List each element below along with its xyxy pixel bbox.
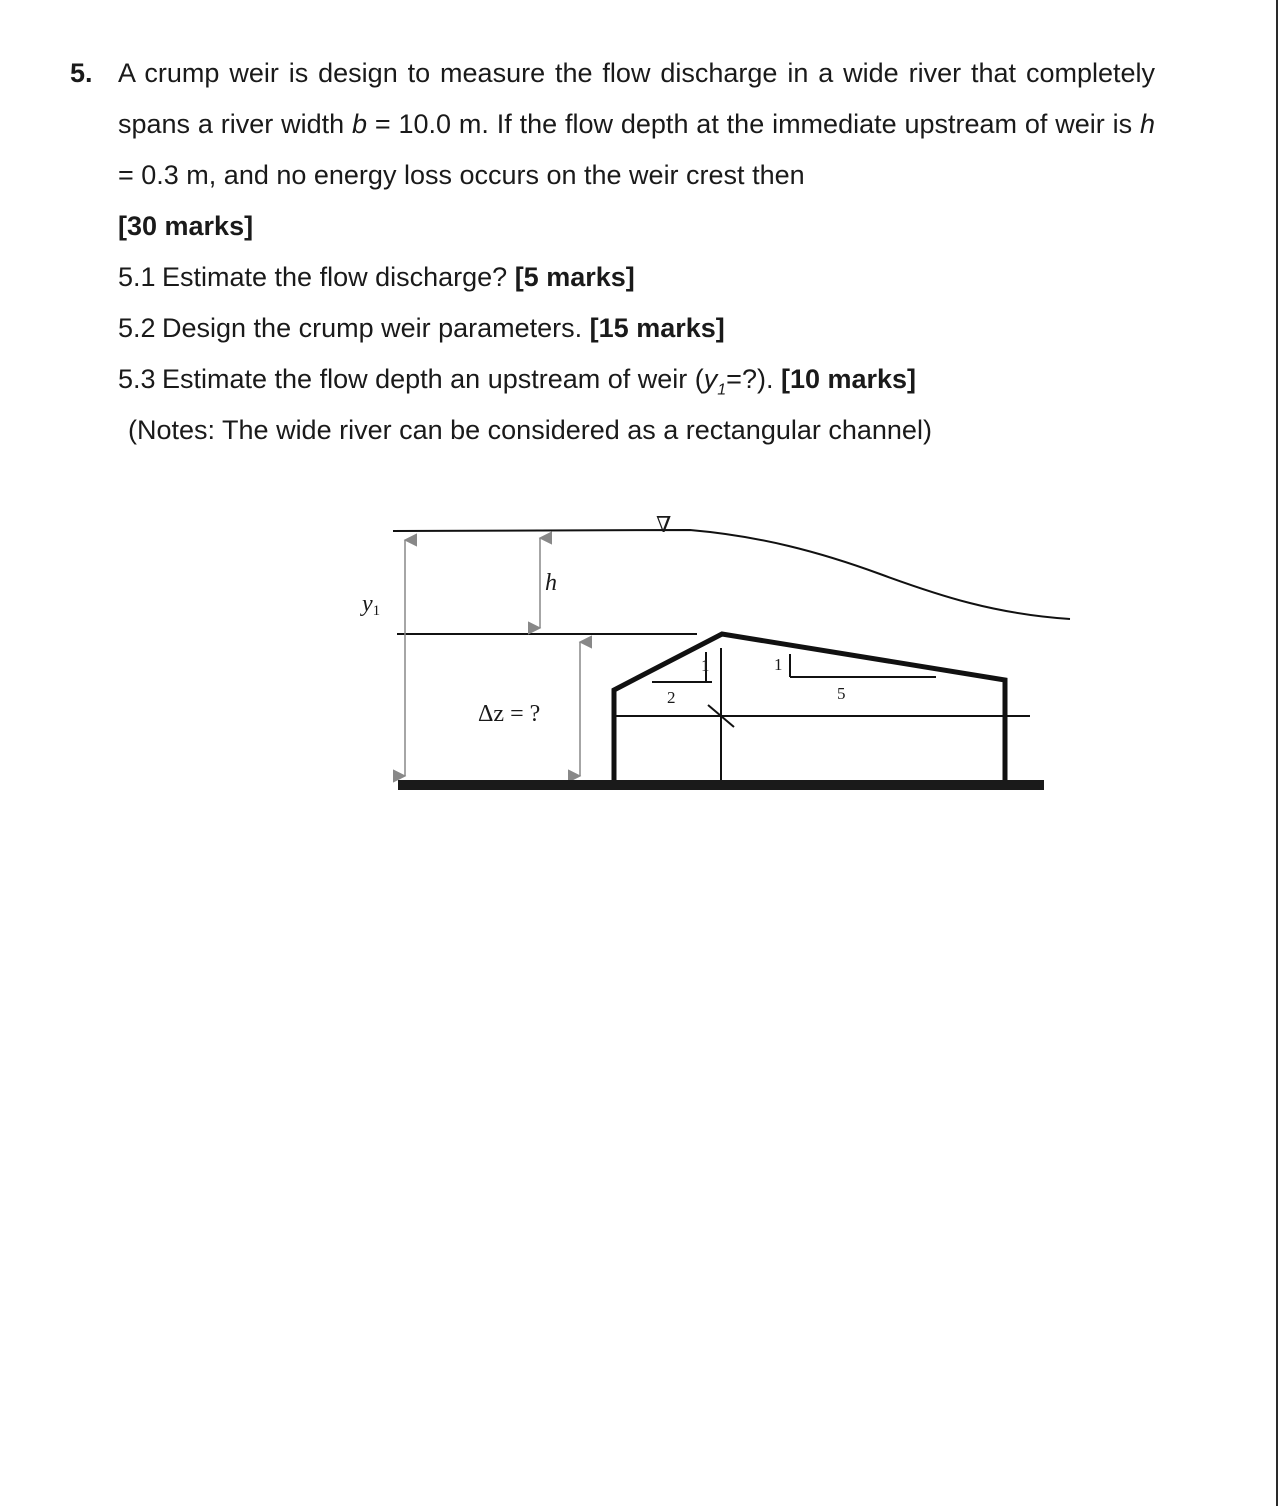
h-label: h	[545, 570, 557, 596]
sub-text: Estimate the flow discharge?	[162, 262, 515, 292]
weir-outline	[614, 634, 1005, 782]
sub-number: 5.1	[118, 262, 156, 292]
notes: (Notes: The wide river can be considered as a rectangular channel)	[128, 415, 932, 445]
sub-marks: [15 marks]	[589, 313, 725, 343]
water-surface	[393, 530, 1070, 619]
total-marks: [30 marks]	[118, 211, 254, 241]
sub-marks: [10 marks]	[780, 364, 917, 394]
y1-label: y1	[362, 591, 381, 619]
downstream-slope-rise: 1	[774, 655, 783, 674]
intro-text-1: A crump weir is design to measure the flow discharge in a wide river that completely spans a river width	[118, 58, 1155, 139]
sub-number: 5.3	[118, 364, 156, 394]
dz-label: Δz = ?	[478, 701, 541, 727]
sub-marks: [5 marks]	[514, 262, 635, 292]
variable-y: y	[703, 364, 718, 394]
sub-text-end: =?).	[726, 364, 781, 394]
upstream-slope-run: 2	[667, 688, 676, 707]
channel-bed	[398, 780, 1044, 790]
sub-text: Estimate the flow depth an upstream of weir (	[162, 364, 704, 394]
sub-number: 5.2	[118, 313, 156, 343]
intro-text-2: = 10.0 m. If the flow depth at the immediate upstream of weir is	[367, 109, 1140, 139]
variable-h: h	[1139, 109, 1155, 139]
question-number: 5.	[70, 58, 93, 88]
sub-text: Design the crump weir parameters.	[162, 313, 590, 343]
variable-y-subscript: 1	[717, 381, 727, 399]
downstream-slope-run: 5	[837, 684, 846, 703]
variable-b: b	[352, 109, 368, 139]
water-surface-symbol: ∇	[656, 512, 672, 537]
upstream-slope-rise: 1	[701, 656, 710, 675]
intro-text-3: = 0.3 m, and no energy loss occurs on the weir crest then	[118, 160, 805, 190]
